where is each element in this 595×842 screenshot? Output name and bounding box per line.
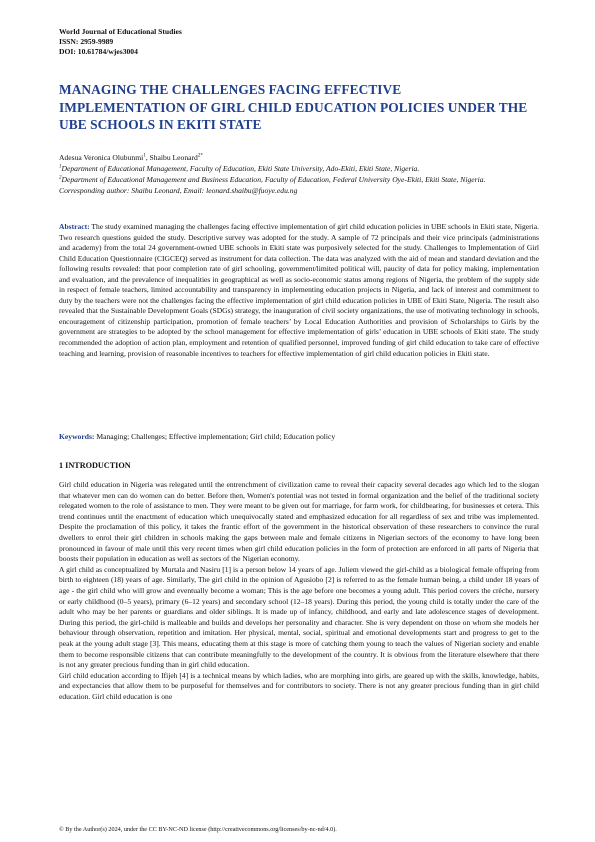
keywords-label: Keywords: (59, 432, 95, 441)
affiliation-2-sup: 2 (59, 175, 62, 181)
author-1: Adesua Veronica Olubunmi (59, 153, 144, 162)
license-footer: © By the Author(s) 2024, under the CC BY-NC-ND license (http://creativecommons.org/licenses/by-nc-nd/4.0). (59, 826, 337, 833)
author-2: Shaibu Leonard (149, 153, 198, 162)
author-1-sup: 1 (143, 153, 146, 159)
section-body (59, 480, 539, 702)
journal-doi: DOI: 10.61784/wjes3004 (59, 46, 138, 56)
affiliation-2-text: Department of Educational Management and Business Education, Faculty of Education, Federal University Oye-Ekiti, Ekiti State, Nigeria. (61, 175, 486, 185)
author-block (59, 152, 549, 196)
affiliation-2 (59, 174, 549, 185)
keywords (59, 432, 539, 443)
affiliation-1-sup: 1 (59, 164, 62, 170)
author-separator: , (145, 153, 150, 162)
paragraph: A girl child as conceptualized by Murtala and Nasiru [1] is a person below 14 years of age. Juliem viewed the girl-child as a biological female offspring from birth to eighteen (18) years of age. Similarly, The girl child in the opinion of Agusiobo [2] is referred to as the female human being, a child under 18 years of age - the girl child who will grow and eventually become a woman; This is the age before one becomes a young adult. This period covers the crèche, nursery or early childhood (0–5 years), primary (6–12 years) and secondary school (12–18 years). During this period, the young child is totally under the care of the adult who may be her parents or guardians and older siblings. It is made up of infancy, childhood, and early and late adolescence stages of development. During this period, the girl-child is malleable and builds and develops her personality and character. She is very dependent on those on whom she models her behaviour through observation, repetition and imitation. Her physical, mental, social, spiritual and emotional developments start and progress to get to the peak at the young adult stage [3]. This means, educating them at this stage is more of catching them young to teach the values of Nigerian society and enable them to become responsible citizens that can contribute meaningfully to the development of the country. It is obvious from the literature elsewhere that there is not any greater precious funding than in girl child education. (59, 564, 539, 670)
section-heading: 1 INTRODUCTION (59, 461, 131, 470)
paragraph: Girl child education in Nigeria was relegated until the entrenchment of civilization came to reveal their capacity several decades ago which led to the slogan that whatever men can do women can do better. Before then, Women's potential was not tested in formal organization and the belief of the traditional society relegated women to the role of assistance to men. They were meant to be given out for marriage, for farm work, for childbearing, for businesses et cetera. This trend continues until the enactment of education which unequivocally stated and emphasized education for all regardless of sex and tribe was implemented. Despite the proclamation of this policy, it takes the frantic effort of the government in the historical observation of these researchers to convince the rural dwellers to enrol their girl children in schools making the gaps between male and female citizens in Nigerian sectors of the economy to have long been pronounced in favour of male until this very recent times when girl child education policies in the form of protection are enforced in all parts of Nigeria that boosts their population in education as well as sectors of the Nigerian economy. (59, 480, 539, 564)
affiliation-1 (59, 163, 549, 174)
author-line (59, 152, 549, 163)
paragraph: Girl child education according to Ifijeh [4] is a technical means by which ladies, who are morphing into girls, are geared up with the skills, knowledge, habits, and expectancies that allow them to be purposeful for themselves and for contributors to society. There is not any greater precious funding than in girl child education. Girl child education is one (59, 670, 539, 701)
keywords-text: Managing; Challenges; Effective implementation; Girl child; Education policy (96, 432, 336, 441)
journal-name: World Journal of Educational Studies (59, 27, 182, 36)
affiliation-1-text: Department of Educational Management, Faculty of Education, Ekiti State University, Ado-Ekiti, Ekiti State, Nigeria. (61, 164, 420, 174)
abstract-label: Abstract: (59, 222, 90, 231)
author-2-sup: 2* (197, 153, 203, 159)
abstract (59, 222, 539, 359)
abstract-text: The study examined managing the challenges facing effective implementation of girl child education policies in UBE schools in Ekiti state, Nigeria. Two research questions guided the study. Descriptive survey was adopted for the study. A sample of 72 principals and their vice principals (administrations and academy) from the total 24 government-owned UBE schools in Ekiti state was purposively selected for the study. Challenges to Implementation of Girl Child Education Questionnaire (CIGCEQ) served as instrument for data collection. The data was analyzed with the aid of mean and standard deviation and the following results revealed: that poor completion rate of girl schooling, government/limited political will, paucity of data for policy making, implementation and evaluation, and the prevalence of inequalities in geographical as well as socio-economic status among regions of Nigeria, the problem of the supply side in respect of female teachers, limited accountability and transparency in implementing education projects in Nigeria, and lack of interest and commitment to duty by the teachers were not the challenges facing the effective implementation of girl child education policies in UBE of Ekiti State, Nigeria. The result also revealed that the Sustainable Development Goals (SDGs) strategy, the inauguration of civil society organizations, the use of motivating technology in schools, encouragement of citizenship participation, promotion of female teachers’ by Local Education Authorities and provision of Scholarships to Girls by the government are strategies to be adopted by the school management for effective implementation of girls’ education in UBE schools of Ekiti state. The study recommended the adoption of action plan, employment and retention of qualified personnel, improved funding of girl child education to take care of effective teaching and learning, provision of reasonable incentives to teachers for effective implementation of girl child education policies in Ekiti state. (59, 222, 539, 358)
corresponding-author: Corresponding author: Shaibu Leonard, Email: leonard.shaibu@fuoye.edu.ng (59, 186, 298, 196)
journal-header (59, 27, 182, 56)
paper-title: MANAGING THE CHALLENGES FACING EFFECTIVE IMPLEMENTATION OF GIRL CHILD EDUCATION POLICIES UNDER THE UBE SCHOOLS IN EKITI STATE (59, 82, 528, 132)
journal-issn: ISSN: 2959-9989 (59, 36, 114, 46)
